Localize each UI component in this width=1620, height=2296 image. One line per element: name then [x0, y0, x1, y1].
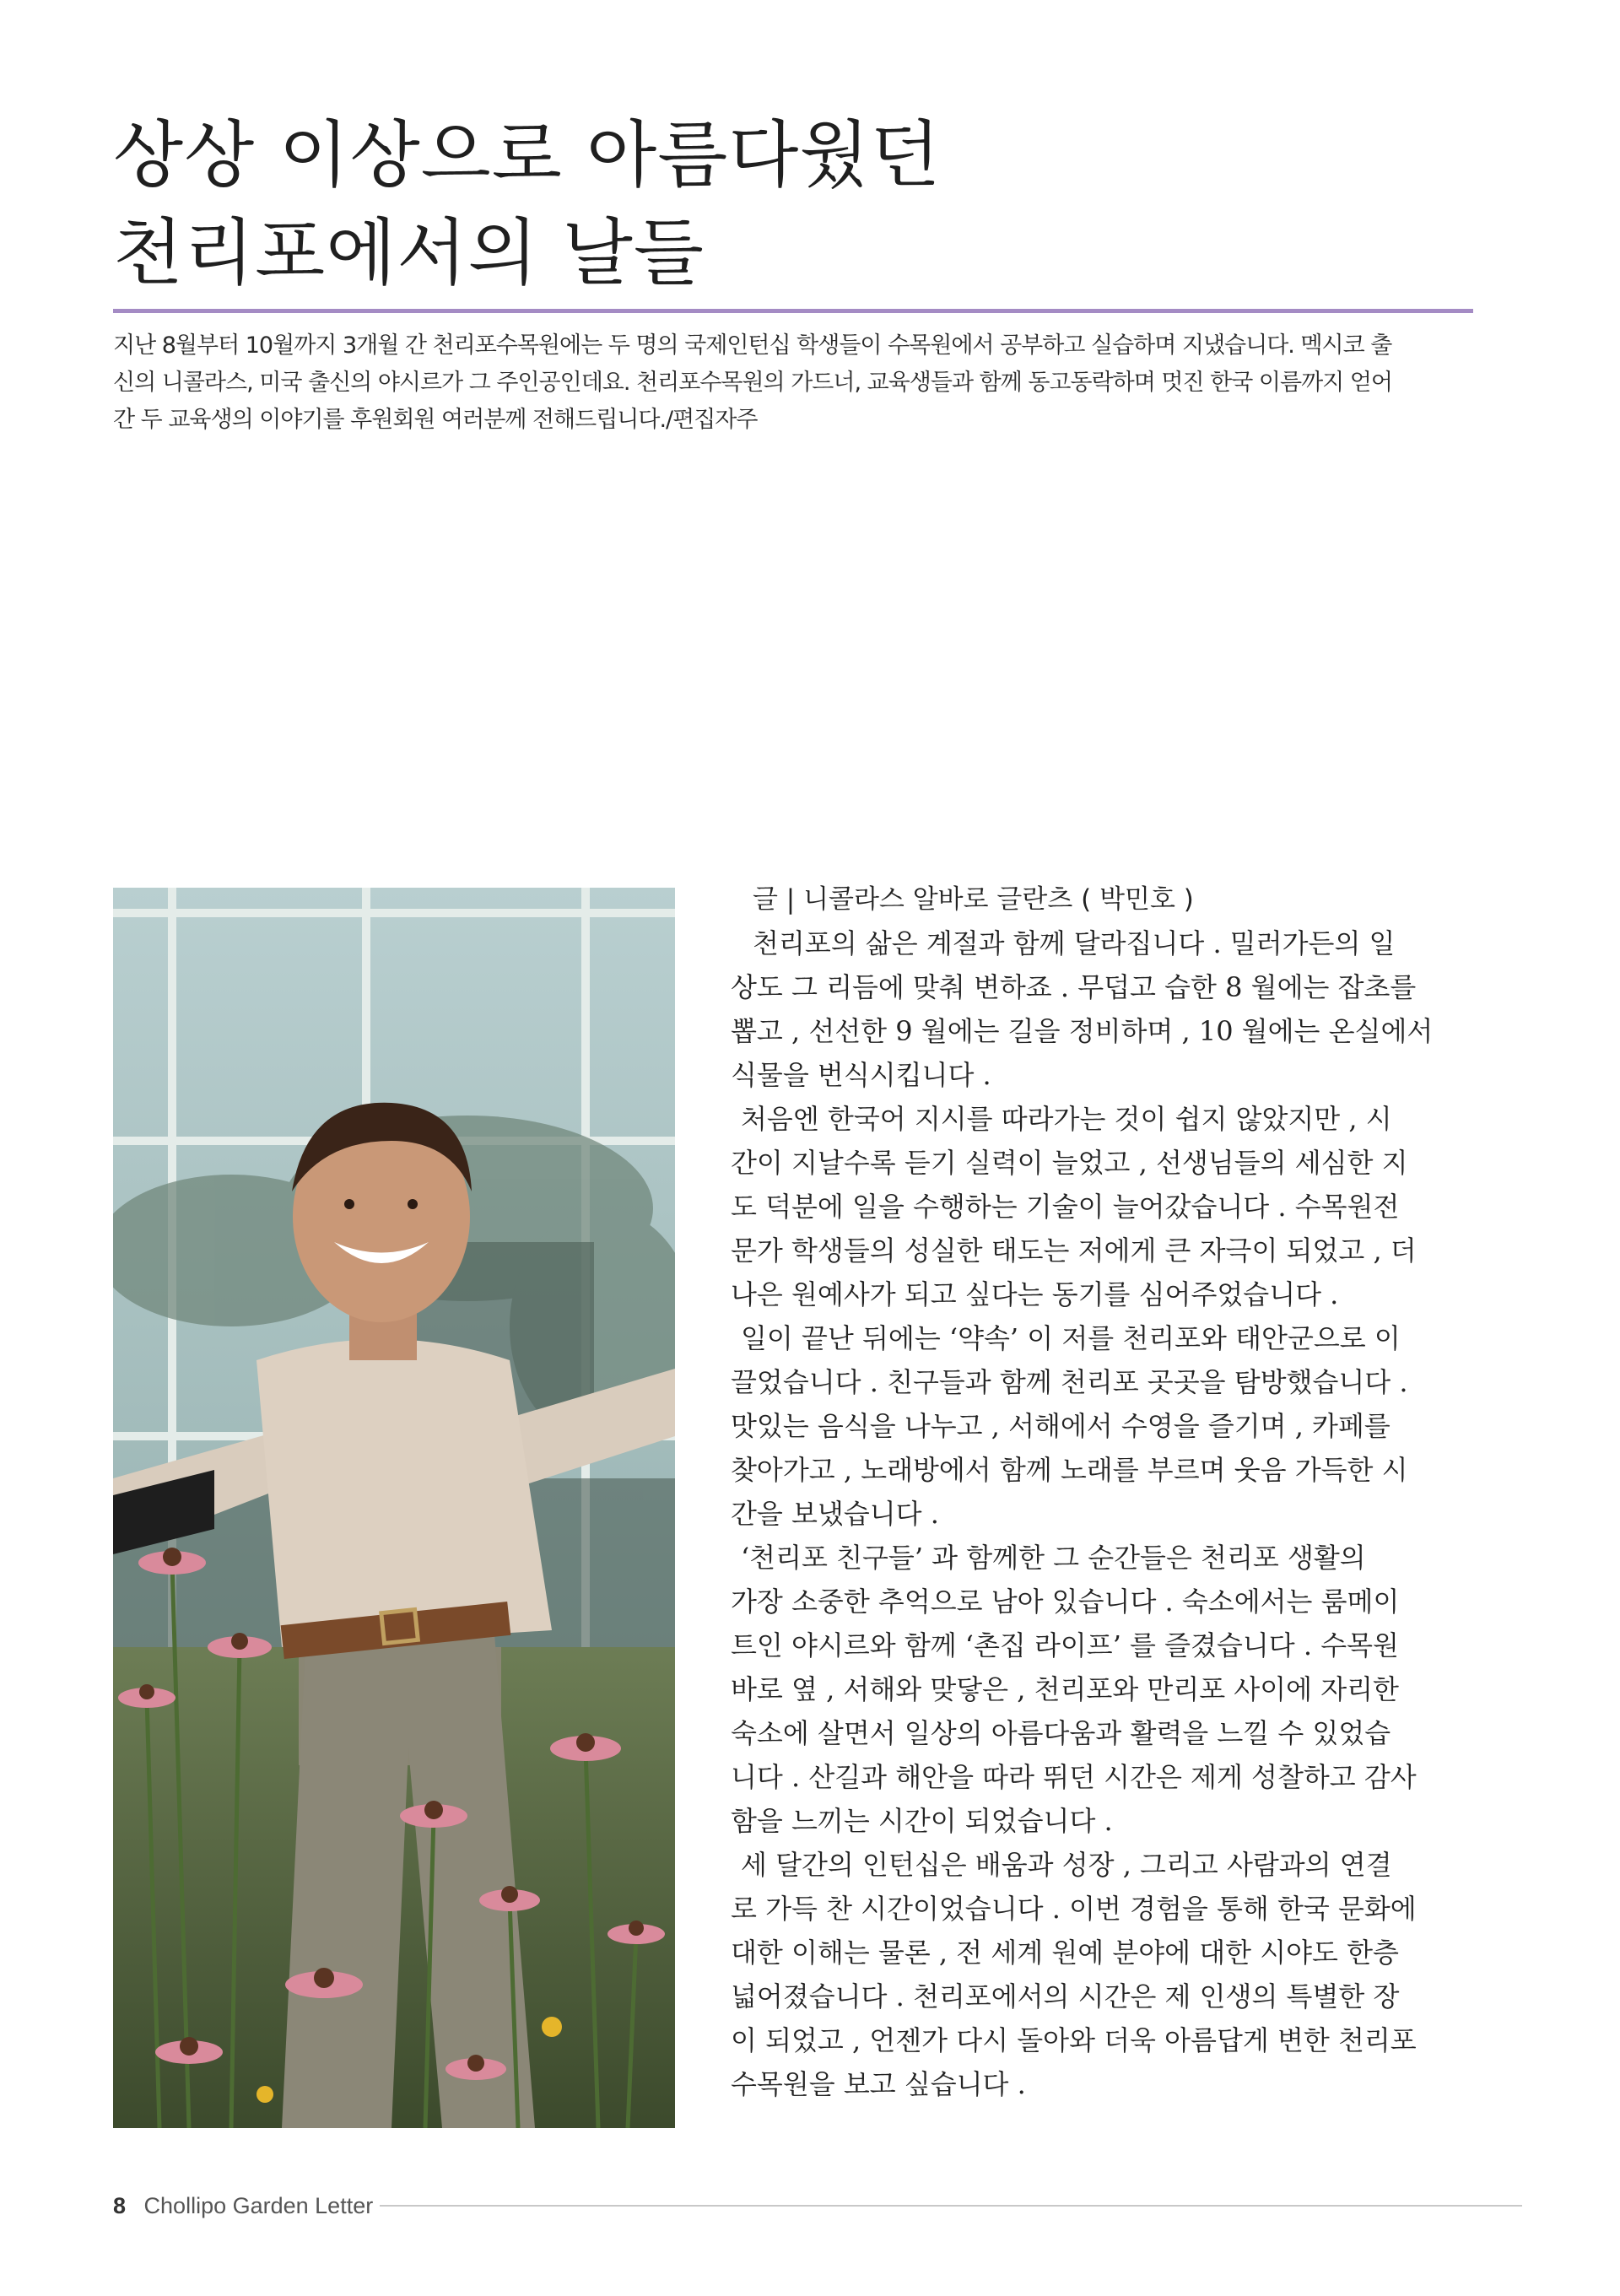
- body-line: 간이 지날수록 듣기 실력이 늘었고 , 선생님들의 세심한 지: [731, 1147, 1408, 1179]
- body-line: 대한 이해는 물론 , 전 세계 원예 분야에 대한 시야도 한층: [731, 1937, 1399, 1969]
- body-line: 천리포의 삶은 계절과 함께 달라집니다 . 밀러가든의 일: [753, 927, 1396, 959]
- intro-line: 간 두 교육생의 이야기를 후원회원 여러분께 전해드립니다./편집자주: [113, 407, 758, 433]
- body-line: 함을 느끼는 시간이 되었습니다 .: [731, 1805, 1113, 1837]
- author-byline: 글 | 니콜라스 알바로 글란츠 ( 박민호 ): [753, 884, 1194, 915]
- intro-line: 신의 니콜라스, 미국 출신의 야시르가 그 주인공인데요. 천리포수목원의 가드너, 교육생들과 함께 동고동락하며 멋진 한국 이름까지 얻어: [113, 370, 1392, 396]
- footer-divider: [380, 2205, 1522, 2207]
- body-line: 넓어졌습니다 . 천리포에서의 시간은 제 인생의 특별한 장: [731, 1980, 1400, 2012]
- body-line: 나은 원예사가 되고 싶다는 동기를 심어주었습니다 .: [731, 1278, 1339, 1310]
- body-line: ‘천리포 친구들’ 과 함께한 그 순간들은 천리포 생활의: [741, 1542, 1366, 1574]
- page-number: 8: [113, 2193, 127, 2218]
- body-line: 처음엔 한국어 지시를 따라가는 것이 쉽지 않았지만 , 시: [741, 1103, 1392, 1135]
- body-line: 도 덕분에 일을 수행하는 기술이 늘어갔습니다 . 수목원전: [731, 1191, 1400, 1223]
- body-line: 찾아가고 , 노래방에서 함께 노래를 부르며 웃음 가득한 시: [731, 1454, 1408, 1486]
- article-body: [731, 878, 1480, 2106]
- title-line-2: 천리포에서의 날들: [113, 211, 705, 295]
- title-line-1: 상상 이상으로 아름다웠던: [113, 113, 942, 197]
- body-line: 로 가득 찬 시간이었습니다 . 이번 경험을 통해 한국 문화에: [731, 1893, 1417, 1925]
- body-line: 뽑고 , 선선한 9 월에는 길을 정비하며 , 10 월에는 온실에서: [731, 1015, 1434, 1047]
- intern-photo: [113, 888, 675, 2128]
- body-line: 이 되었고 , 언젠가 다시 돌아와 더욱 아름답게 변한 천리포: [731, 2024, 1417, 2056]
- intro-line: 지난 8월부터 10월까지 3개월 간 천리포수목원에는 두 명의 국제인턴십 학생들이 수목원에서 공부하고 실습하며 지냈습니다. 멕시코 출: [113, 332, 1392, 359]
- body-line: 간을 보냈습니다 .: [731, 1498, 939, 1530]
- body-line: 가장 소중한 추억으로 남아 있습니다 . 숙소에서는 룸메이: [731, 1586, 1400, 1618]
- body-line: 상도 그 리듬에 맞춰 변하죠 . 무덥고 습한 8 월에는 잡초를: [731, 971, 1417, 1003]
- body-line: 일이 끝난 뒤에는 ‘약속’ 이 저를 천리포와 태안군으로 이: [741, 1322, 1401, 1354]
- body-line: 숙소에 살면서 일상의 아름다움과 활력을 느낄 수 있었습: [731, 1717, 1391, 1749]
- article-title: [113, 106, 1463, 302]
- publication-name: Chollipo Garden Letter: [143, 2193, 374, 2218]
- body-line: 맛있는 음식을 나누고 , 서해에서 수영을 즐기며 , 카페를: [731, 1410, 1390, 1442]
- title-divider: [113, 309, 1473, 313]
- body-line: 수목원을 보고 싶습니다 .: [731, 2068, 1026, 2100]
- editor-intro: [113, 327, 1473, 439]
- body-line: 세 달간의 인턴십은 배움과 성장 , 그리고 사람과의 연결: [741, 1849, 1392, 1881]
- body-line: 니다 . 산길과 해안을 따라 뛰던 시간은 제게 성찰하고 감사: [731, 1761, 1417, 1793]
- body-line: 끌었습니다 . 친구들과 함께 천리포 곳곳을 탐방했습니다 .: [731, 1366, 1408, 1398]
- body-line: 식물을 번식시킵니다 .: [731, 1059, 991, 1091]
- body-line: 문가 학생들의 성실한 태도는 저에게 큰 자극이 되었고 , 더: [731, 1234, 1417, 1267]
- body-line: 바로 옆 , 서해와 맞닿은 , 천리포와 만리포 사이에 자리한: [731, 1673, 1399, 1705]
- page-footer: [113, 2189, 1522, 2223]
- body-line: 트인 야시르와 함께 ‘촌집 라이프’ 를 즐겼습니다 . 수목원: [731, 1629, 1399, 1661]
